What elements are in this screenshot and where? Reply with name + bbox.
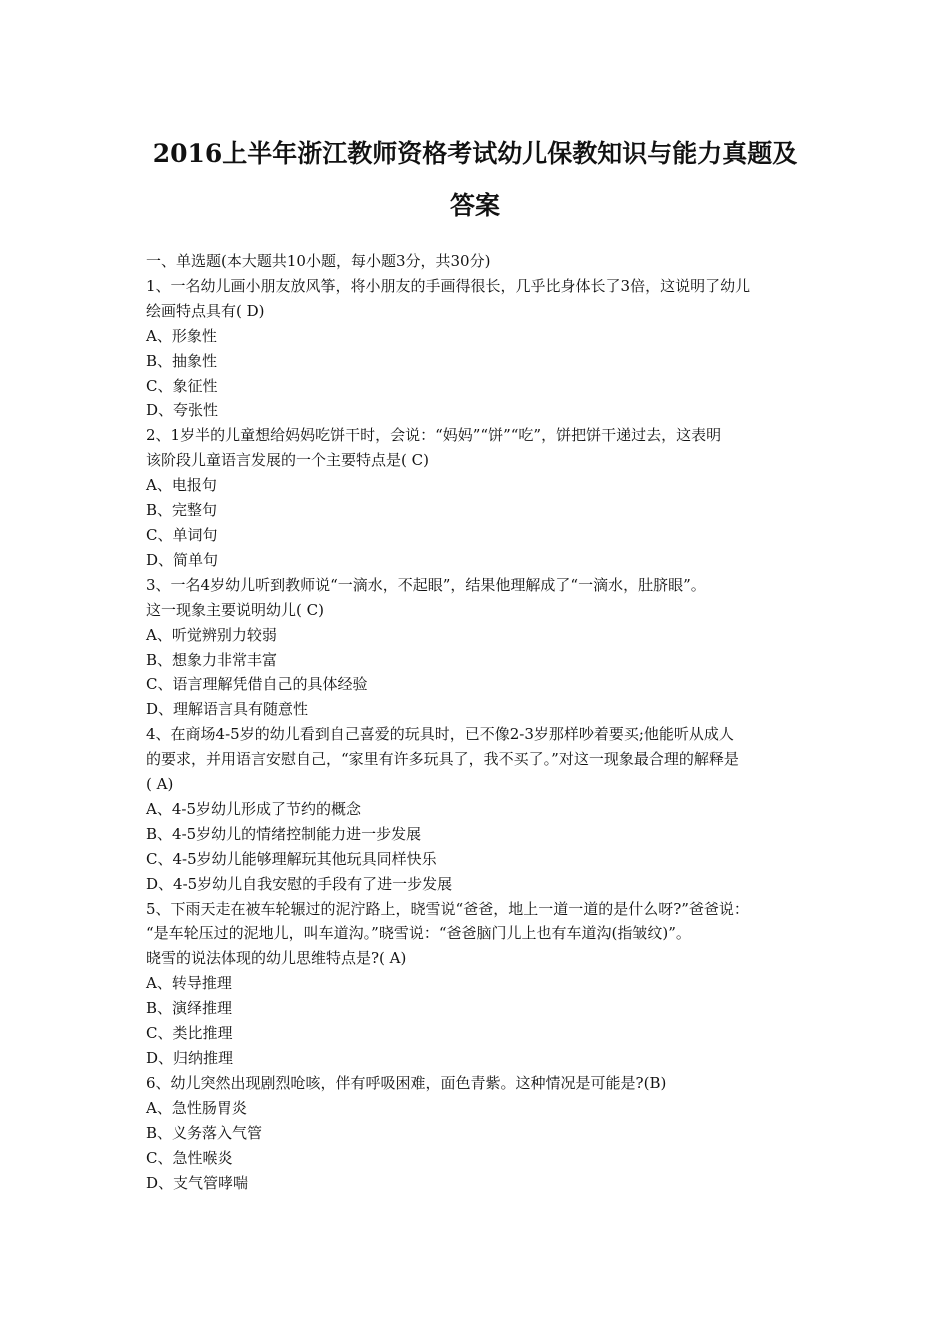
question-block [146, 897, 816, 1071]
question-block [146, 1071, 816, 1196]
document-body [146, 249, 816, 1195]
answer-option: B、4-5岁幼儿的情绪控制能力进一步发展 [146, 824, 422, 843]
answer-option: B、抽象性 [146, 351, 218, 370]
answer-option: A、4-5岁幼儿形成了节约的概念 [146, 799, 361, 818]
question-text-line: 晓雪的说法体现的幼儿思维特点是?( A) [146, 949, 407, 968]
question-text-line: 这一现象主要说明幼儿( C) [146, 600, 324, 619]
answer-option: B、演绎推理 [146, 999, 233, 1018]
section-heading: 一、单选题(本大题共10小题，每小题3分，共30分) [146, 252, 491, 270]
question-text-line: 该阶段儿童语言发展的一个主要特点是( C) [146, 451, 429, 470]
question-block [146, 423, 816, 572]
answer-option: A、形象性 [146, 326, 217, 345]
question-text-line: 6、幼儿突然出现剧烈呛咳，伴有呼吸困难，面色青紫。这种情况是可能是?(B) [146, 1073, 667, 1092]
answer-option: D、夸张性 [146, 401, 219, 420]
question-text-line: 绘画特点具有( D) [146, 301, 265, 320]
document-title [0, 128, 950, 232]
title-line-1: 2016上半年浙江教师资格考试幼儿保教知识与能力真题及 [152, 139, 798, 168]
answer-option: A、转导推理 [146, 974, 232, 993]
answer-option: C、急性喉炎 [146, 1148, 233, 1167]
answer-option: D、理解语言具有随意性 [146, 700, 309, 719]
question-text-line: 1、一名幼儿画小朋友放风筝，将小朋友的手画得很长，几乎比身体长了3倍，这说明了幼儿 [146, 276, 751, 295]
question-text-line: 的要求，并用语言安慰自己，“家里有许多玩具了，我不买了。”对这一现象最合理的解释是 [146, 750, 739, 769]
question-text-line: 3、一名4岁幼儿听到教师说“一滴水，不起眼”，结果他理解成了“一滴水，肚脐眼”。 [146, 575, 706, 594]
answer-option: C、单词句 [146, 525, 218, 544]
answer-option: B、想象力非常丰富 [146, 650, 278, 669]
title-line-2: 答案 [449, 191, 500, 220]
answer-option: B、完整句 [146, 501, 218, 520]
question-text-line: “是车轮压过的泥地儿，叫车道沟。”晓雪说：“爸爸脑门儿上也有车道沟(指皱纹)”。 [146, 924, 691, 943]
question-text-line: 2、1岁半的儿童想给妈妈吃饼干时，会说：“妈妈”“饼”“吃”，饼把饼干递过去，这表明 [146, 426, 722, 445]
question-text-line: 5、下雨天走在被车轮辗过的泥泞路上，晓雪说“爸爸，地上一道一道的是什么呀?”爸爸说： [146, 899, 749, 918]
answer-option: C、象征性 [146, 376, 218, 395]
answer-option: D、4-5岁幼儿自我安慰的手段有了进一步发展 [146, 874, 453, 893]
answer-option: D、简单句 [146, 550, 219, 569]
question-text-line: 4、在商场4-5岁的幼儿看到自己喜爱的玩具时，已不像2-3岁那样吵着要买;他能听从成人 [146, 725, 734, 744]
answer-option: D、支气管哮喘 [146, 1173, 249, 1192]
answer-option: C、语言理解凭借自己的具体经验 [146, 675, 368, 694]
answer-option: B、义务落入气管 [146, 1123, 263, 1142]
question-text-line: ( A) [146, 775, 174, 794]
answer-option: A、急性肠胃炎 [146, 1098, 247, 1117]
answer-option: A、听觉辨别力较弱 [146, 625, 277, 644]
question-block [146, 722, 816, 896]
answer-option: C、4-5岁幼儿能够理解玩其他玩具同样快乐 [146, 849, 437, 868]
question-block [146, 274, 816, 423]
answer-option: A、电报句 [146, 476, 217, 495]
question-block [146, 573, 816, 722]
answer-option: C、类比推理 [146, 1024, 233, 1043]
answer-option: D、归纳推理 [146, 1049, 234, 1067]
